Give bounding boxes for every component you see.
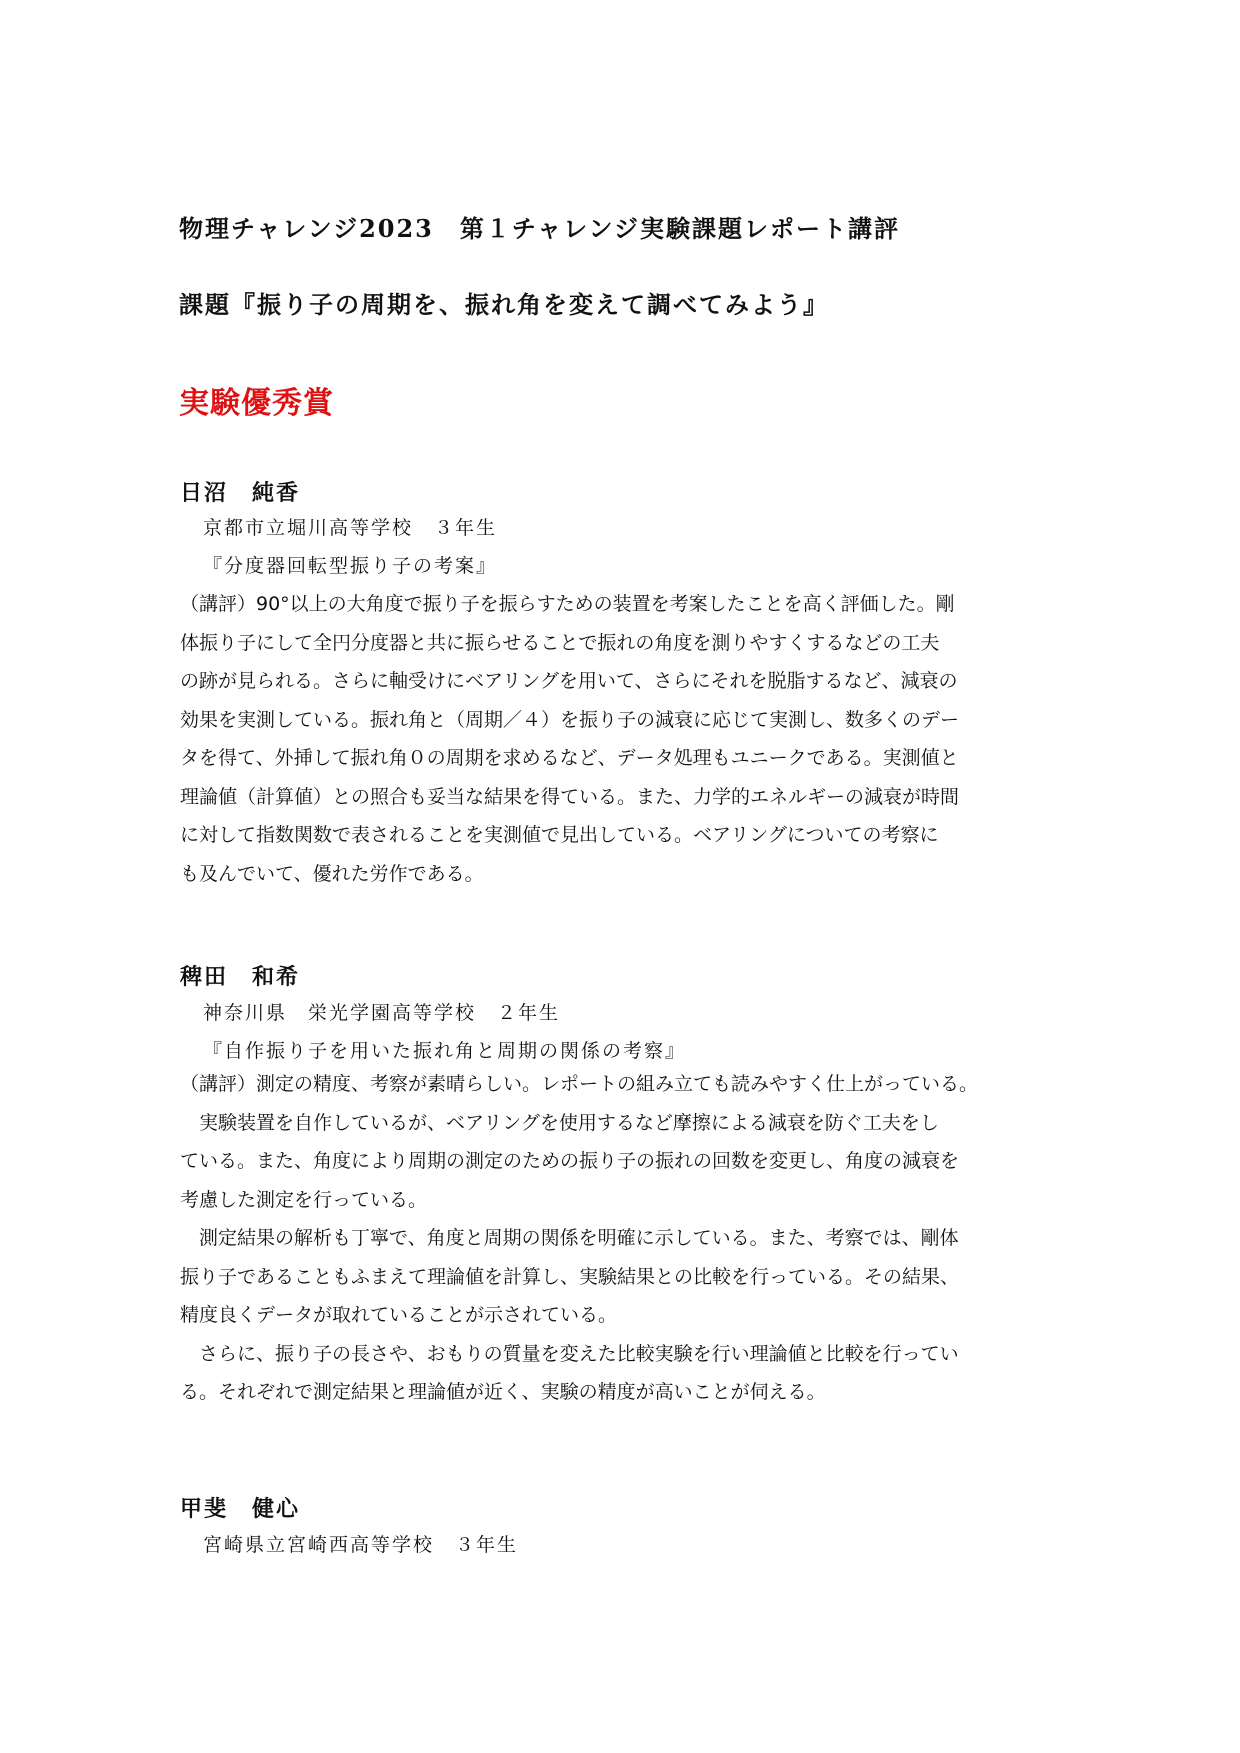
review-line: 理論値（計算値）との照合も妥当な結果を得ている。また、力学的エネルギーの減衰が時間 — [180, 785, 960, 808]
report-title: 『分度器回転型振り子の考案』 — [203, 555, 498, 577]
student-name: 稗田 和希 — [180, 965, 301, 990]
review-line: 考慮した測定を行っている。 — [180, 1188, 428, 1211]
school-grade: 宮崎県立宮崎西高等学校 ３年生 — [203, 1534, 519, 1556]
student-name: 日沼 純香 — [180, 481, 301, 506]
review-line: さらに、振り子の長さや、おもりの質量を変えた比較実験を行い理論値と比較を行ってい — [180, 1342, 959, 1365]
assignment-subject: 課題『振り子の周期を、振れ角を変えて調べてみよう』 — [179, 290, 829, 319]
review-line: 体振り子にして全円分度器と共に振らせることで振れの角度を測りやすくするなどの工夫 — [180, 631, 940, 654]
school-grade: 京都市立堀川高等学校 ３年生 — [203, 517, 498, 539]
student-name: 甲斐 健心 — [180, 1497, 301, 1522]
award-title: 実験優秀賞 — [179, 386, 334, 421]
review-line: ている。また、角度により周期の測定のための振り子の振れの回数を変更し、角度の減衰を — [180, 1150, 960, 1172]
review-line: 効果を実測している。振れ角と（周期／４）を振り子の減衰に応じて実測し、数多くのデー — [180, 708, 960, 731]
review-line: タを得て、外挿して振れ角０の周期を求めるなど、データ処理もユニークである。実測値と — [180, 747, 959, 769]
review-line: 測定結果の解析も丁寧で、角度と周期の関係を明確に示している。また、考察では、剛体 — [180, 1227, 959, 1249]
review-paragraph — [180, 1065, 1070, 1412]
review-line: の跡が見られる。さらに軸受けにベアリングを用いて、さらにそれを脱脂するなど、減衰の — [180, 670, 958, 692]
report-title: 『自作振り子を用いた振れ角と周期の関係の考察』 — [203, 1040, 687, 1062]
review-line: も及んでいて、優れた労作である。 — [180, 862, 484, 885]
document-heading: 物理チャレンジ2023 第１チャレンジ実験課題レポート講評 — [179, 214, 900, 243]
school-grade: 神奈川県 栄光学園高等学校 ２年生 — [203, 1002, 561, 1024]
review-line: 精度良くデータが取れていることが示されている。 — [180, 1304, 618, 1326]
review-line: る。それぞれで測定結果と理論値が近く、実験の精度が高いことが伺える。 — [180, 1381, 826, 1403]
review-line: 振り子であることもふまえて理論値を計算し、実験結果との比較を行っている。その結果、 — [180, 1265, 960, 1288]
review-line: 実験装置を自作しているが、ベアリングを使用するなど摩擦による減衰を防ぐ工夫をし — [180, 1111, 939, 1134]
review-line: （講評）90°以上の大角度で振り子を振らすための装置を考案したことを高く評価した。剛 — [180, 593, 955, 615]
review-line: （講評）測定の精度、考察が素晴らしい。レポートの組み立ても読みやすく仕上がっている。 — [180, 1073, 979, 1095]
review-paragraph — [180, 585, 1070, 893]
review-line: に対して指数関数で表されることを実測値で見出している。ベアリングについての考察に — [180, 824, 939, 846]
